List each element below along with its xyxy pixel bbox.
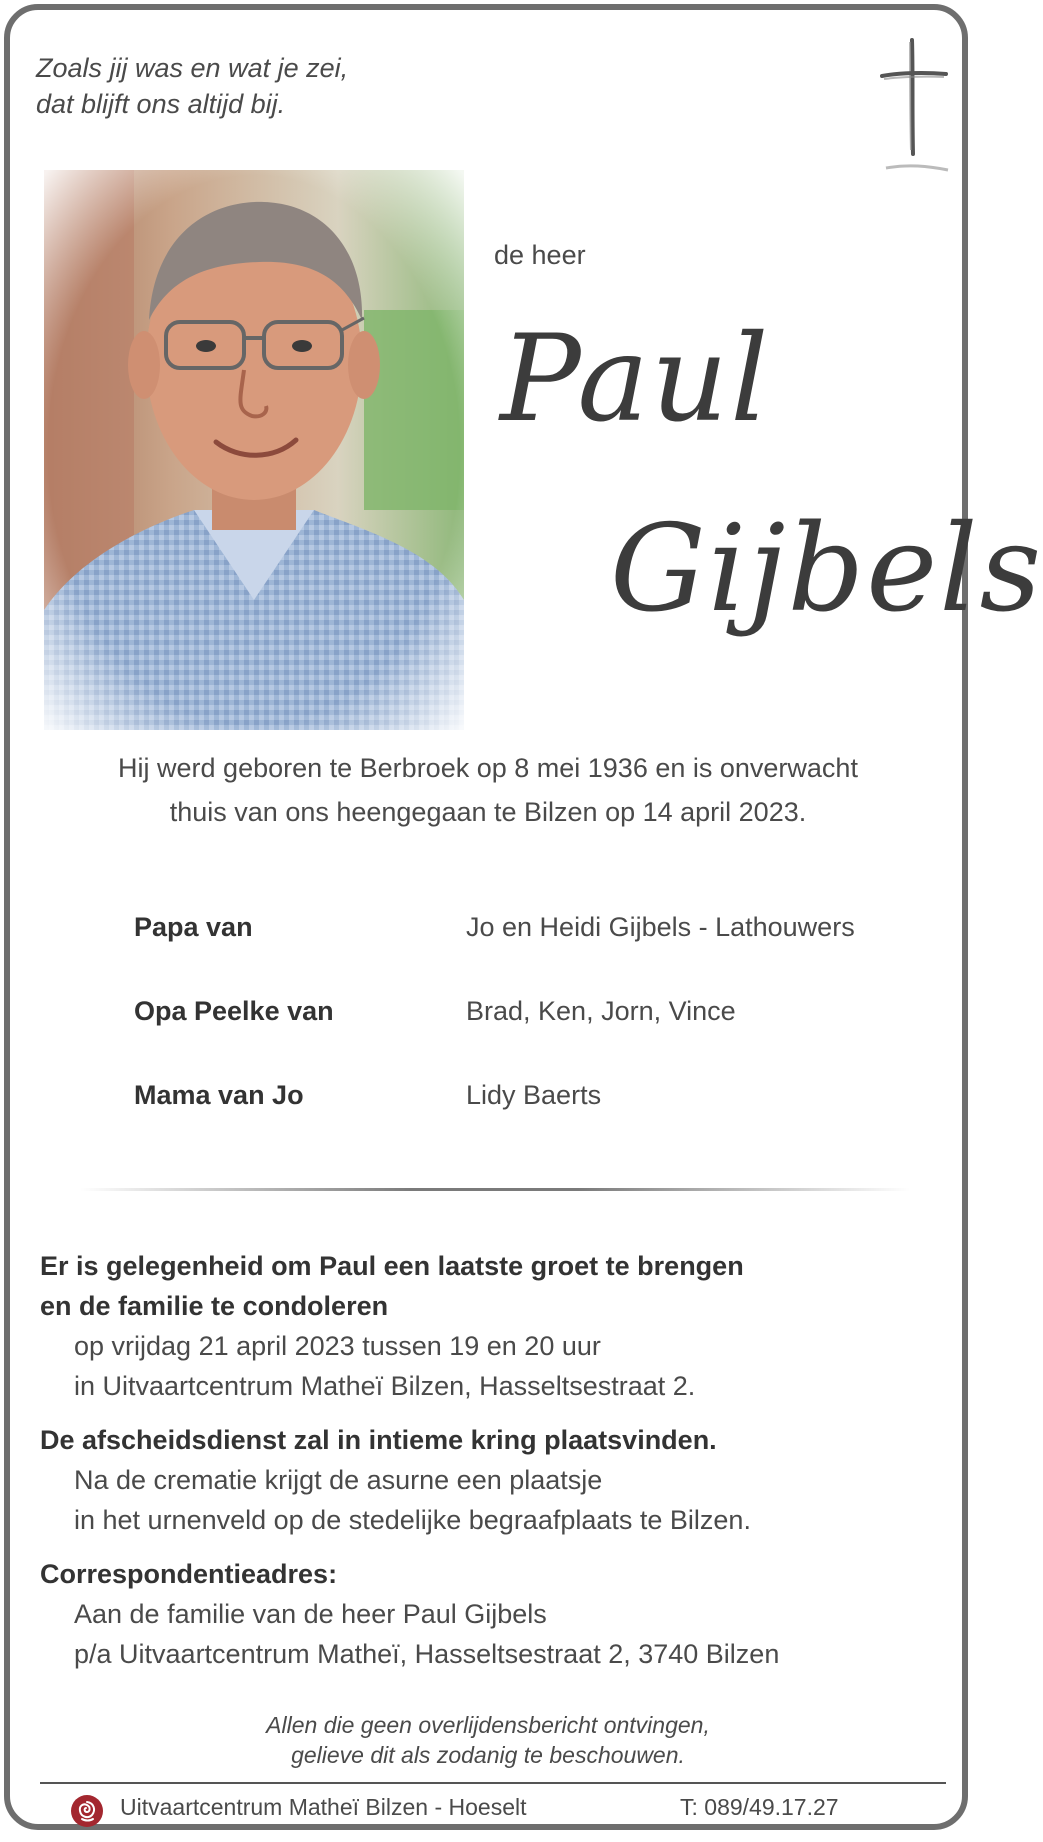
service-line-1: Na de crematie krijgt de asurne een plaatsje	[74, 1465, 603, 1495]
visitation-section	[40, 1246, 940, 1406]
visitation-line-1: op vrijdag 21 april 2023 tussen 19 en 20 uur	[74, 1331, 601, 1361]
service-section	[40, 1420, 940, 1540]
relation-label: Papa van	[134, 912, 253, 942]
correspondence-line-1: Aan de familie van de heer Paul Gijbels	[74, 1599, 547, 1629]
visitation-line-2: in Uitvaartcentrum Matheï Bilzen, Hasseltsestraat 2.	[74, 1371, 696, 1401]
service-line-2: in het urnenveld op de stedelijke begraafplaats te Bilzen.	[74, 1505, 751, 1535]
quote-line-1: Zoals jij was en wat je zei,	[36, 53, 349, 83]
footer	[40, 1788, 946, 1834]
correspondence-heading: Correspondentieadres:	[40, 1559, 338, 1589]
honorific: de heer	[494, 240, 586, 270]
relation-value: Lidy Baerts	[466, 1080, 602, 1110]
relation-row	[10, 996, 966, 1080]
correspondence-line-2: p/a Uitvaartcentrum Matheï, Hasseltsestraat 2, 3740 Bilzen	[74, 1639, 780, 1669]
cross-icon	[868, 32, 958, 182]
section-divider	[80, 1188, 910, 1191]
service-heading: De afscheidsdienst zal in intieme kring plaatsvinden.	[40, 1425, 717, 1455]
footnote	[10, 1710, 966, 1770]
practical-info	[40, 1246, 940, 1688]
relation-label: Opa Peelke van	[134, 996, 334, 1026]
memorial-quote	[36, 50, 348, 122]
relation-row	[10, 912, 966, 996]
relation-value: Brad, Ken, Jorn, Vince	[466, 996, 736, 1026]
funeral-home-name: Uitvaartcentrum Matheï Bilzen - Hoeselt	[120, 1794, 527, 1820]
visitation-heading-line-2: en de familie te condoleren	[40, 1291, 389, 1321]
relation-row	[10, 1080, 966, 1164]
footnote-line-2: gelieve dit als zodanig te beschouwen.	[291, 1742, 685, 1768]
rose-logo-icon	[70, 1794, 104, 1828]
funeral-home-phone: T: 089/49.17.27	[680, 1794, 839, 1820]
visitation-heading-line-1: Er is gelegenheid om Paul een laatste groet te brengen	[40, 1251, 744, 1281]
birth-death-announcement	[10, 746, 966, 834]
death-notice-card	[4, 4, 1043, 1830]
announcement-line-1: Hij werd geboren te Berbroek op 8 mei 1936 en is onverwacht	[118, 753, 858, 783]
quote-line-2: dat blijft ons altijd bij.	[36, 89, 286, 119]
relation-label: Mama van Jo	[134, 1080, 304, 1110]
footnote-line-1: Allen die geen overlijdensbericht ontvingen,	[266, 1712, 710, 1738]
announcement-line-2: thuis van ons heengegaan te Bilzen op 14 april 2023.	[169, 797, 807, 827]
portrait-photo	[44, 170, 464, 730]
last-name: Gijbels	[610, 500, 1043, 639]
relations-list	[10, 912, 966, 1164]
correspondence-section	[40, 1554, 940, 1674]
footer-rule	[40, 1782, 946, 1784]
relation-value: Jo en Heidi Gijbels - Lathouwers	[466, 912, 855, 942]
first-name: Paul	[500, 310, 771, 449]
